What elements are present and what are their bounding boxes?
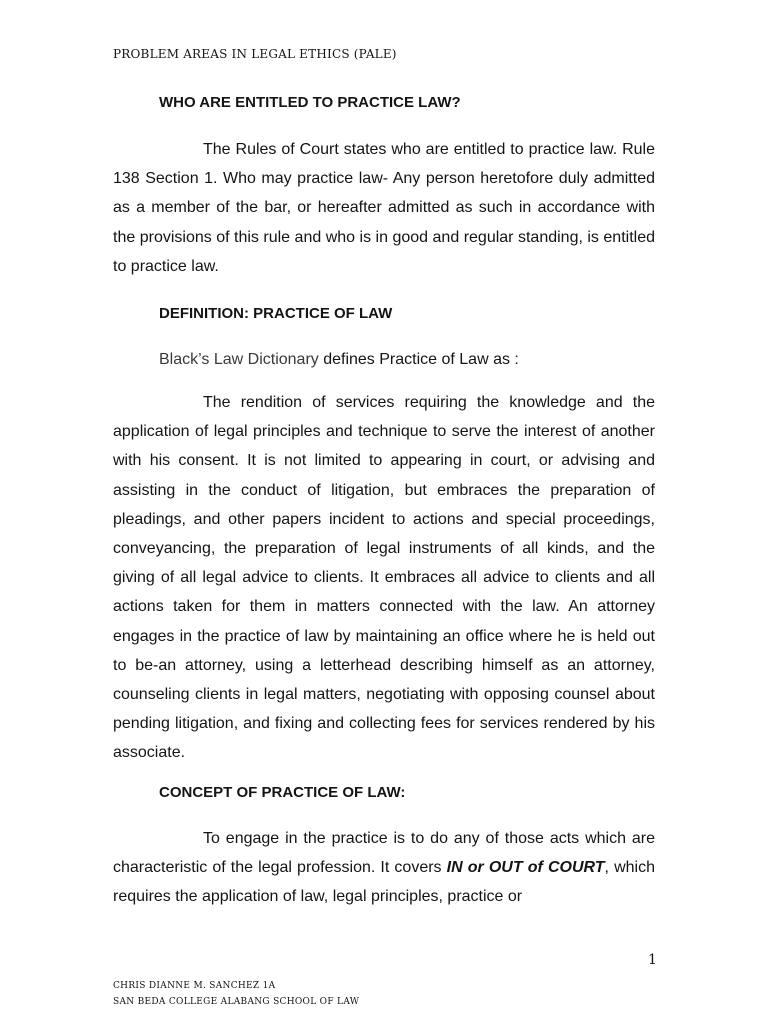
footer-author: CHRIS DIANNE M. SANCHEZ 1A — [113, 981, 276, 991]
section-heading-concept: CONCEPT OF PRACTICE OF LAW: — [159, 784, 406, 801]
section-heading-definition: DEFINITION: PRACTICE OF LAW — [159, 305, 393, 322]
page-number: 1 — [648, 952, 657, 968]
paragraph-concept — [113, 824, 655, 912]
definition-intro — [159, 351, 519, 369]
paragraph-text: The rendition of services requiring the knowledge and the application of legal principles and technique to serve the interest of another with his consent. It is not limited to appearing in court, or advising and assisting in the conduct of litigation, but embraces the preparation of pleadings, and other papers incident to actions and special proceedings, conveyancing, the preparation of legal instruments of all kinds, and the giving of all legal advice to clients. It embraces all advice to clients and all actions taken for them in matters connected with the law. An attorney engages in the practice of law by maintaining an office where he is held out to be-an attorney, using a letterhead describing himself as an attorney, counseling clients in legal matters, negotiating with opposing counsel about pending litigation, and fixing and collecting fees for services rendered by his associate. — [113, 394, 655, 762]
intro-text: defines Practice of Law as : — [318, 351, 519, 368]
page-footer — [113, 978, 359, 1010]
source-name: Black’s Law Dictionary — [159, 351, 319, 368]
running-header: PROBLEM AREAS IN LEGAL ETHICS (PALE) — [113, 47, 397, 61]
paragraph-text: The Rules of Court states who are entitled to practice law. Rule 138 Section 1. Who may practice law- Any person heretofore duly admitted as a member of the bar, or hereafter admitted as such in accordance with the provisions of this rule and who is in good and regular standing, is entitled to practice law. — [113, 141, 655, 275]
paragraph-definition — [113, 388, 655, 768]
paragraph-text: To engage in the practice is to do any of those acts which are characteristic of the legal profession. It covers — [113, 830, 655, 877]
paragraph-rules-of-court — [113, 135, 655, 281]
section-heading-entitled: WHO ARE ENTITLED TO PRACTICE LAW? — [159, 94, 461, 111]
footer-school: SAN BEDA COLLEGE ALABANG SCHOOL OF LAW — [113, 997, 360, 1007]
emphasis-in-out-of-court: IN or OUT of COURT — [446, 859, 605, 877]
paragraph-text-end: , which requires the application of law, legal principles, practice or — [113, 859, 656, 906]
